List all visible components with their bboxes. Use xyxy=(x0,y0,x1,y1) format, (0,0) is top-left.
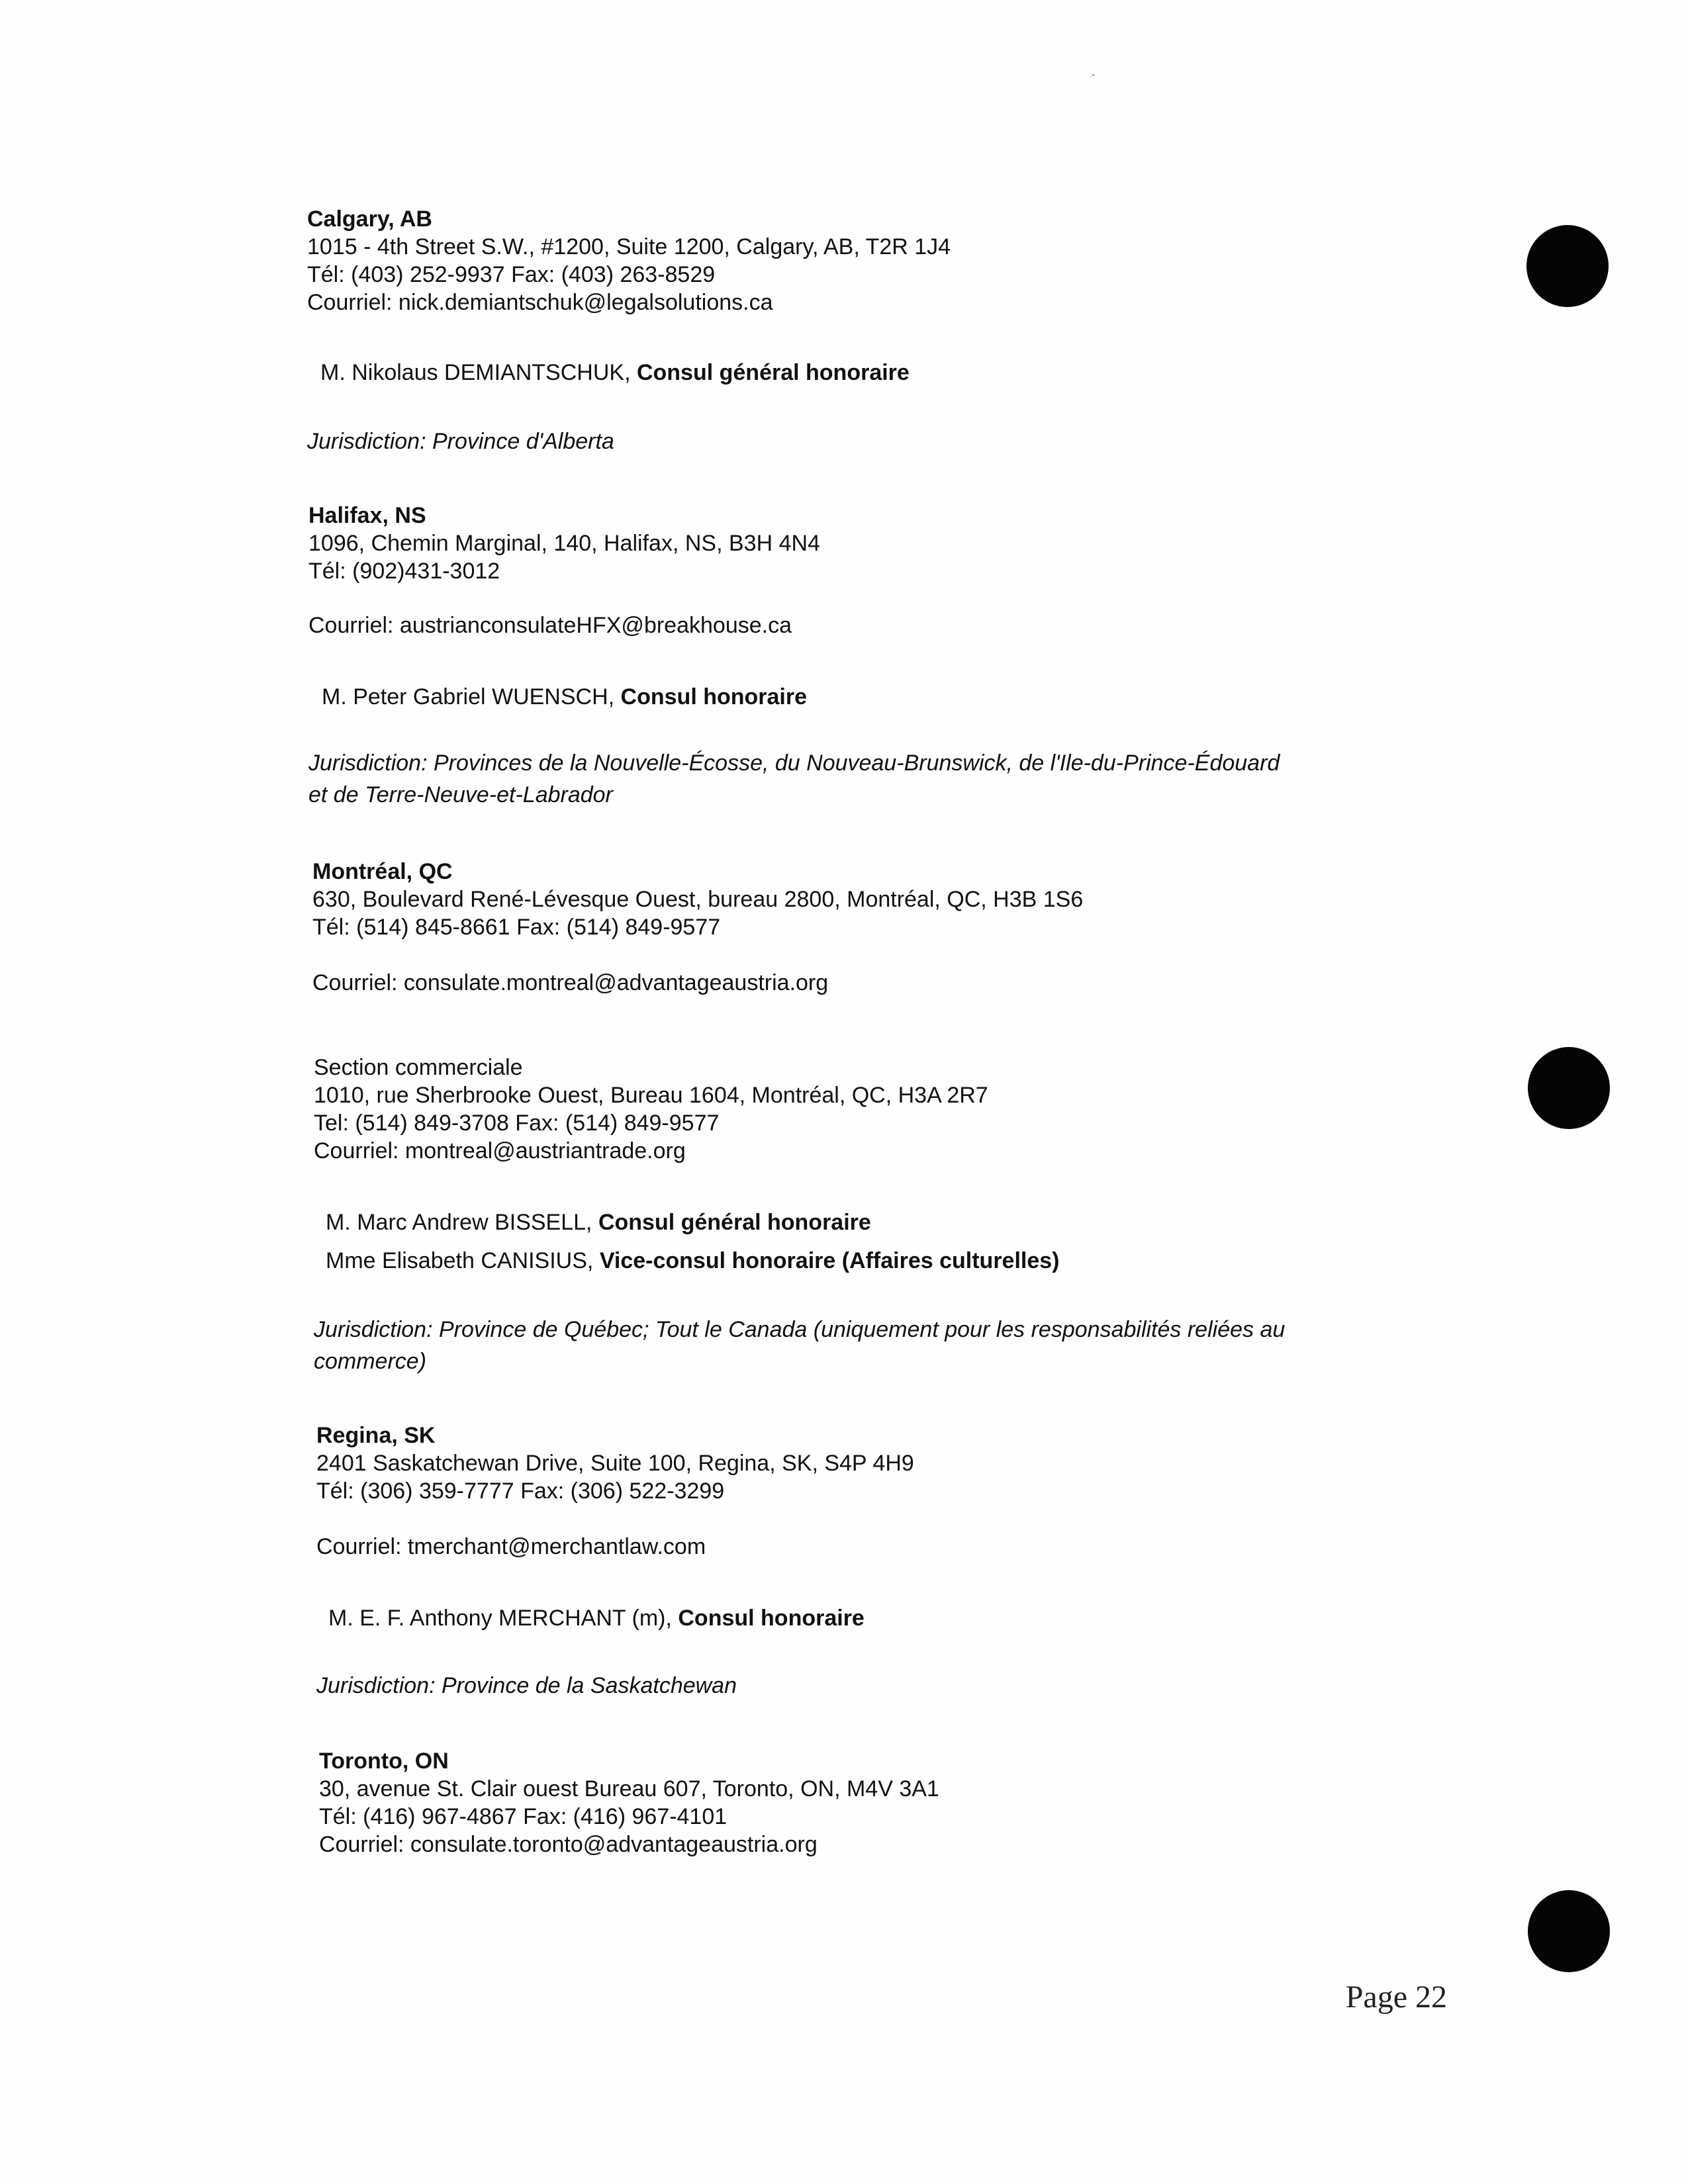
email-line: Courriel: consulate.toronto@advantageaustria.org xyxy=(319,1832,818,1857)
page-number: Page 22 xyxy=(1345,1979,1447,2015)
phone-line: Tél: (403) 252-9937 Fax: (403) 263-8529 xyxy=(307,262,716,287)
section-phone-line: Tel: (514) 849-3708 Fax: (514) 849-9577 xyxy=(314,1111,720,1136)
official-title: Consul général honoraire xyxy=(598,1210,871,1235)
jurisdiction-text: Province de Québec; Tout le Canada (uniquement pour les responsabilités reliées au xyxy=(438,1317,1286,1342)
jurisdiction-line xyxy=(316,1672,737,1700)
official-title: Vice-consul honoraire (Affaires culturelles) xyxy=(599,1248,1060,1273)
punch-hole xyxy=(1528,1047,1610,1129)
address-line: 2401 Saskatchewan Drive, Suite 100, Regina, SK, S4P 4H9 xyxy=(316,1451,914,1476)
official-name: M. Marc Andrew BISSELL, xyxy=(326,1210,592,1235)
official-name: M. Nikolaus DEMIANTSCHUK, xyxy=(320,360,631,385)
official-title: Consul honoraire xyxy=(678,1606,865,1631)
phone-line: Tél: (514) 845-8661 Fax: (514) 849-9577 xyxy=(312,915,721,940)
city-heading: Montréal, QC xyxy=(312,859,453,884)
official-line xyxy=(328,1604,865,1632)
address-line: 630, Boulevard René-Lévesque Ouest, bureau 2800, Montréal, QC, H3B 1S6 xyxy=(312,887,1084,912)
scan-speck xyxy=(1092,74,1094,76)
jurisdiction-line xyxy=(308,749,1280,777)
official-line xyxy=(326,1208,871,1236)
jurisdiction-label: Jurisdiction: xyxy=(316,1673,436,1698)
address-line: 1015 - 4th Street S.W., #1200, Suite 1200, Calgary, AB, T2R 1J4 xyxy=(307,234,951,259)
address-line: 1096, Chemin Marginal, 140, Halifax, NS, B3H 4N4 xyxy=(308,531,820,556)
email-line: Courriel: tmerchant@merchantlaw.com xyxy=(316,1534,706,1559)
jurisdiction-text: Provinces de la Nouvelle-Écosse, du Nouveau-Brunswick, de l'Ile-du-Prince-Édouard xyxy=(433,751,1280,776)
punch-hole xyxy=(1526,225,1609,307)
email-line: Courriel: consulate.montreal@advantageaustria.org xyxy=(312,970,829,995)
section-address-line: 1010, rue Sherbrooke Ouest, Bureau 1604, Montréal, QC, H3A 2R7 xyxy=(314,1083,988,1108)
section-email-line: Courriel: montreal@austriantrade.org xyxy=(314,1138,686,1163)
address-line: 30, avenue St. Clair ouest Bureau 607, Toronto, ON, M4V 3A1 xyxy=(319,1776,939,1801)
jurisdiction-label: Jurisdiction: xyxy=(307,429,426,454)
email-line: Courriel: austrianconsulateHFX@breakhouse.ca xyxy=(308,613,792,638)
jurisdiction-text: Province de la Saskatchewan xyxy=(441,1673,737,1698)
official-name: M. Peter Gabriel WUENSCH, xyxy=(322,684,615,709)
jurisdiction-line xyxy=(314,1316,1285,1343)
phone-line: Tél: (902)431-3012 xyxy=(308,559,500,584)
phone-line: Tél: (306) 359-7777 Fax: (306) 522-3299 xyxy=(316,1479,725,1504)
jurisdiction-line xyxy=(307,428,614,455)
official-line xyxy=(320,359,910,387)
jurisdiction-label: Jurisdiction: xyxy=(308,751,428,776)
jurisdiction-text: Province d'Alberta xyxy=(432,429,614,454)
official-title: Consul général honoraire xyxy=(636,360,910,385)
city-heading: Regina, SK xyxy=(316,1423,436,1448)
official-name: M. E. F. Anthony MERCHANT (m), xyxy=(328,1606,672,1631)
city-heading: Halifax, NS xyxy=(308,503,426,528)
section-heading: Section commerciale xyxy=(314,1055,523,1080)
official-line xyxy=(326,1247,1060,1275)
official-title: Consul honoraire xyxy=(620,684,808,709)
jurisdiction-continuation: commerce) xyxy=(314,1349,427,1374)
official-name: Mme Elisabeth CANISIUS, xyxy=(326,1248,594,1273)
email-line: Courriel: nick.demiantschuk@legalsolutions.ca xyxy=(307,290,773,315)
city-heading: Toronto, ON xyxy=(319,1749,449,1774)
official-line xyxy=(322,683,807,711)
punch-hole xyxy=(1528,1890,1610,1972)
phone-line: Tél: (416) 967-4867 Fax: (416) 967-4101 xyxy=(319,1804,727,1829)
jurisdiction-label: Jurisdiction: xyxy=(314,1317,433,1342)
jurisdiction-continuation: et de Terre-Neuve-et-Labrador xyxy=(308,782,613,807)
city-heading: Calgary, AB xyxy=(307,206,432,232)
